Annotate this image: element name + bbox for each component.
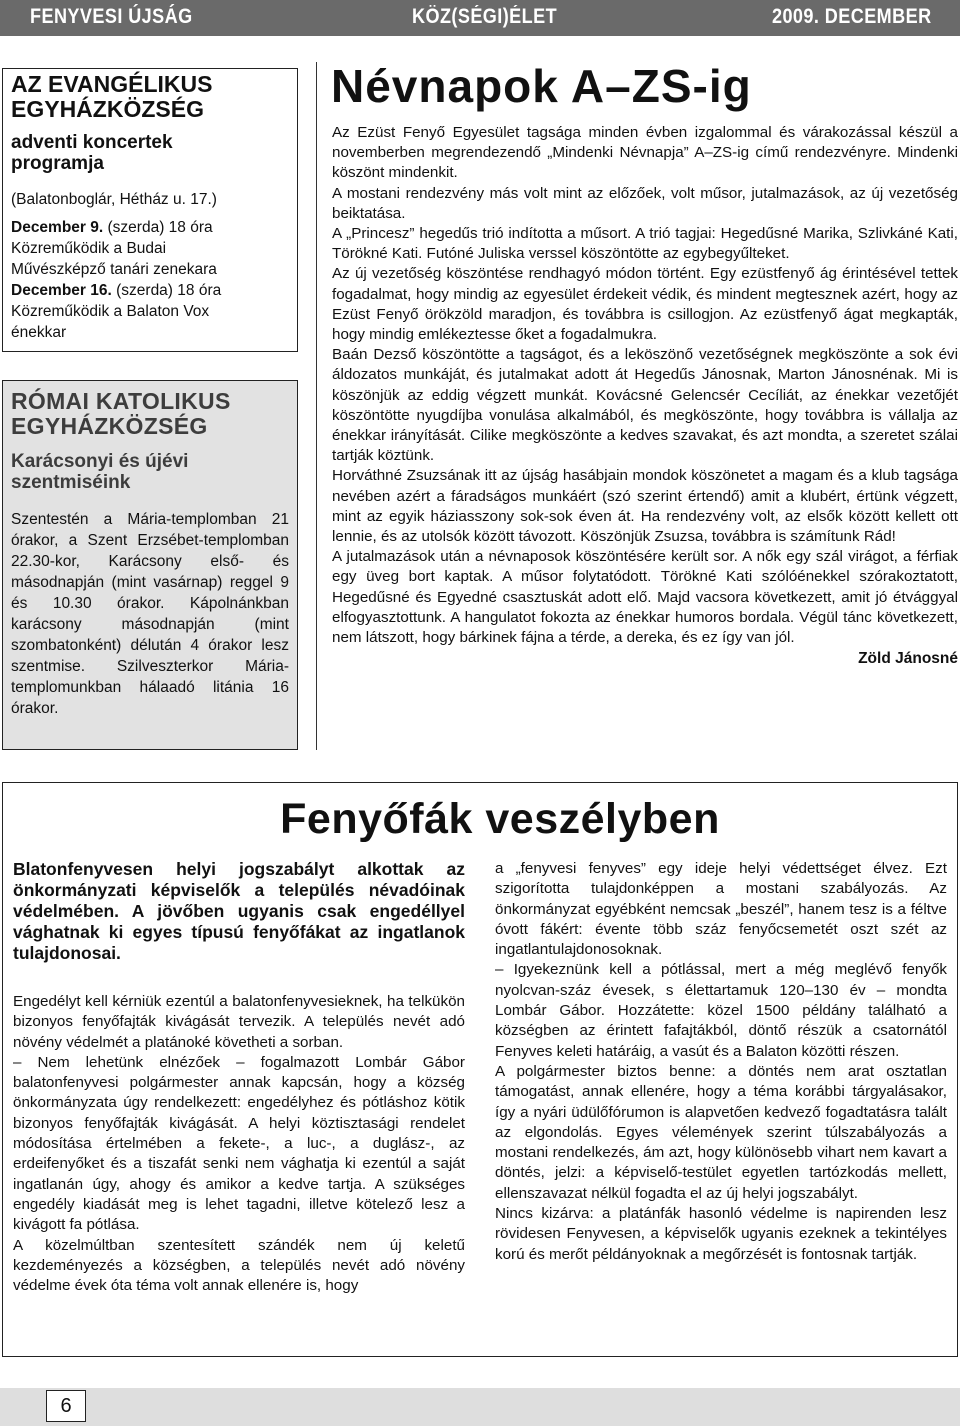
- paragraph: Horváthné Zsuzsának itt az újság hasábjain mondok köszönetet a magam és a klub tagsága nevében azért a fáradságos munkáért (szó szerint értendő) amit a klubért, értünk végzett, mint az egyik háziasszony sok-sok éven át. Ha rendezvény volt, az elsők között kellett ott lennie, és az utolsók között távozott. Köszönjük Zsuzsa, továbbra is számítunk Rád!: [332, 467, 958, 546]
- paragraph: A jutalmazások után a névnaposok köszöntésére került sor. A nők egy szál virágot, a férfiak egy üveg bort kaptak. A műsor folytatódott. Törökné Kati szólóénekkel szórakoztatott, Hegedűsné és Egyedné csasztuskát adott elő. Majd vacsora következett, amit jó étvággyal elfogyasztottunk. A hangulatot fokozta az énekkar humoros bordala. Végül tánc következett, nem látszott, hogy bárkinek fájna a térde, a dereka, és ez így van jól.: [332, 548, 958, 647]
- mass-schedule-text: Szentestén a Mária-templomban 21 órakor, a Szent Erzsébet-templomban 22.30-kor, Karácsony első- és másodnapján (mint vasárnap) reggel 9 és 10.30 órakor. Kápolnánkban karácsony másodnapján (mint szombatonként) délután 4 órakor lesz szentmise. Szilveszterkor Mária-templomunkban hálaadó litánia 16 órakor.: [11, 511, 289, 717]
- article-author: Zöld Jánosné: [858, 650, 958, 668]
- evangelical-address: (Balatonboglár, Hétház u. 17.): [11, 191, 217, 208]
- section-name: KÖZ(SÉGI)ÉLET: [412, 5, 558, 28]
- article-left-column: [13, 859, 465, 1296]
- paragraph: Baán Dezső köszöntötte a tagságot, és a leköszönő vezetőségnek megköszönte a sok évi áldozatos munkáját, és jutalmakat adott át Hegedűs Jánosnak, Marton Jánosnénak. Mi is köszönjük az eddig végzett munkát. Kovácsné Gelencsér Cecíliát, az énekkar vezetőjét köszöntötte nyugdíjba vonulása alkalmából, és megköszönte, hogy továbbra is vállalja az énekkar irányítását. Cilike megköszönte a kedves szavakat, és azt mondta, a szeretet szálai tartják köztünk.: [332, 346, 958, 465]
- paragraph: A mostani rendezvény más volt mint az előzőek, volt műsor, jutalmazások, az új vezetőség beiktatása.: [332, 184, 958, 222]
- article-title: Névnapok A–ZS-ig: [331, 60, 752, 112]
- catholic-title: RÓMAI KATOLIKUS EGYHÁZKÖZSÉG: [11, 388, 231, 439]
- paragraph: A közelmúltban szentesített szándék nem új keletű kezdeményezés a községben, a település nevét adó növény védelme évek óta téma volt annak ellenére is, hogy: [13, 1236, 465, 1295]
- concert-event: December 9. (szerda) 18 óra Közreműködik a Budai Művészképző tanári zenekara: [11, 219, 217, 278]
- paragraph: Az Ezüst Fenyő Egyesület tagsága minden évben izgalommal és várakozással készül a novemberben megrendezendő „Mindenki Névnapja” A–ZS-ig című rendezvényre. Mindenki köszönt mindenkit.: [332, 124, 958, 182]
- issue-date: 2009. DECEMBER: [772, 5, 932, 28]
- catholic-masses-box: [2, 380, 298, 750]
- page-footer-bar: [0, 1388, 960, 1426]
- newspaper-name: FENYVESI ÚJSÁG: [30, 5, 193, 28]
- evangelical-concerts-box: [2, 68, 298, 352]
- article-title: Fenyőfák veszélyben: [280, 795, 720, 843]
- paragraph: a „fenyvesi fenyves” egy ideje helyi védettséget élvez. Ezt szigorította tulajdonképpen a mostani szabályozás. Az önkormányzat egyébként nemcsak „beszél”, hanem tesz is a féltve óvott fákért: évente több száz fenyőcsemetét oszt szét az ingatlantulajdonosoknak.: [495, 860, 947, 959]
- evangelical-title: AZ EVANGÉLIKUS EGYHÁZKÖZSÉG: [11, 71, 213, 122]
- paragraph: A polgármester biztos benne: a döntés nem arat osztatlan támogatást, annak ellenére, hogy a téma korábbi tárgyalásakor, így a nyári üdülőfórumon is alapvetően kedvező fogadtatásra talált az elgondolás. Egyes vélemények szerint túlszabályozás a mostani rendelkezés, ám azt, hogy különösebb vihart nem kavart a döntés, jelzi: a képviselő-testület egyetlen tartózkodás mellett, ellenszavazat nélkül fogadta el az új helyi jogszabályt.: [495, 1062, 947, 1202]
- article-right-column: [495, 859, 947, 1265]
- column-divider: [316, 62, 317, 750]
- article-body: [332, 123, 958, 648]
- catholic-subtitle: Karácsonyi és újévi szentmiséink: [11, 451, 189, 493]
- page-number: 6: [46, 1390, 86, 1422]
- page-header-bar: [0, 0, 960, 36]
- paragraph: Az új vezetőség köszöntése rendhagyó módon történt. Egy ezüstfenyő ág érintésével tettek fogadalmat, hogy mindig az egyesület érdekeit védik, és mindent megtesznek azért, hogy az Ezüst Fenyő örökzöld maradjon, és továbbra is csillogjon. Az ezüstfenyő ágat megkapták, hogy mindig emlékeztesse őket a fogadalmukra.: [332, 265, 958, 344]
- paragraph: Nincs kizárva: a platánfák hasonló védelme is napirenden lesz rövidesen Fenyvesen, a képviselők ugyanis ezeknek a tekintélyes korú és merőt példányoknak a megőrzését is fontosnak tartják.: [495, 1205, 947, 1263]
- paragraph: – Igyekeznünk kell a pótlással, mert a még meglévő fenyők nyolcvan-száz évesek, s élettartamuk 120–130 év – mondta Lombár Gábor. Hozzátette: közel 1500 példány található a községben az érintett fafajtákból, döntő részük a csatornától Fenyves keleti határáig, a vasút és a Balaton közötti részen.: [495, 961, 947, 1060]
- nevnapok-article: [332, 60, 958, 668]
- concert-event: December 16. (szerda) 18 óra Közreműködik a Balaton Vox énekkar: [11, 282, 222, 341]
- fenyofak-article-box: [2, 782, 958, 1357]
- paragraph: Engedélyt kell kérniük ezentúl a balatonfenyvesieknek, ha telkükön bizonyos fenyőfajták kivágását tervezik. A település nevét adó növény védelmét a platánoké követheti a sorban.: [13, 993, 465, 1051]
- evangelical-subtitle: adventi koncertek programja: [11, 132, 173, 174]
- article-lead: Blatonfenyvesen helyi jogszabályt alkottak az önkormányzati képviselők a település névadóinak védelmében. A jövőben ugyanis csak engedéllyel vághatnak ki egyes típusú fenyőfákat az ingatlanok tulajdonosai.: [13, 859, 465, 963]
- paragraph: A „Princesz” hegedűs trió indította a műsort. A trió tagjai: Hegedűsné Marika, Szlivkáné Kati, Törökné Kati. Futóné Juliska verssel köszöntötte az egybegyűlteket.: [332, 225, 958, 263]
- paragraph: – Nem lehetünk elnézőek – fogalmazott Lombár Gábor balatonfenyvesi polgármester annak kapcsán, hogy a község önkormányzata úgy rendelkezett: engedélyhez és pótláshoz kötik bizonyos fenyőfajták kivágását. A helyi köztisztasági rendelet módosítása értelmében a fekete-, a luc-, a duglász-, az erdeifenyőket és a tiszafát senki nem vághatja ki ezentúl a saját ingatlanán úgy, ahogy és amikor a kedve tartja. A szükséges engedély kiadását meg is lehet tagadni, illetve kötelező lesz a kivágott fa pótlása.: [13, 1053, 465, 1234]
